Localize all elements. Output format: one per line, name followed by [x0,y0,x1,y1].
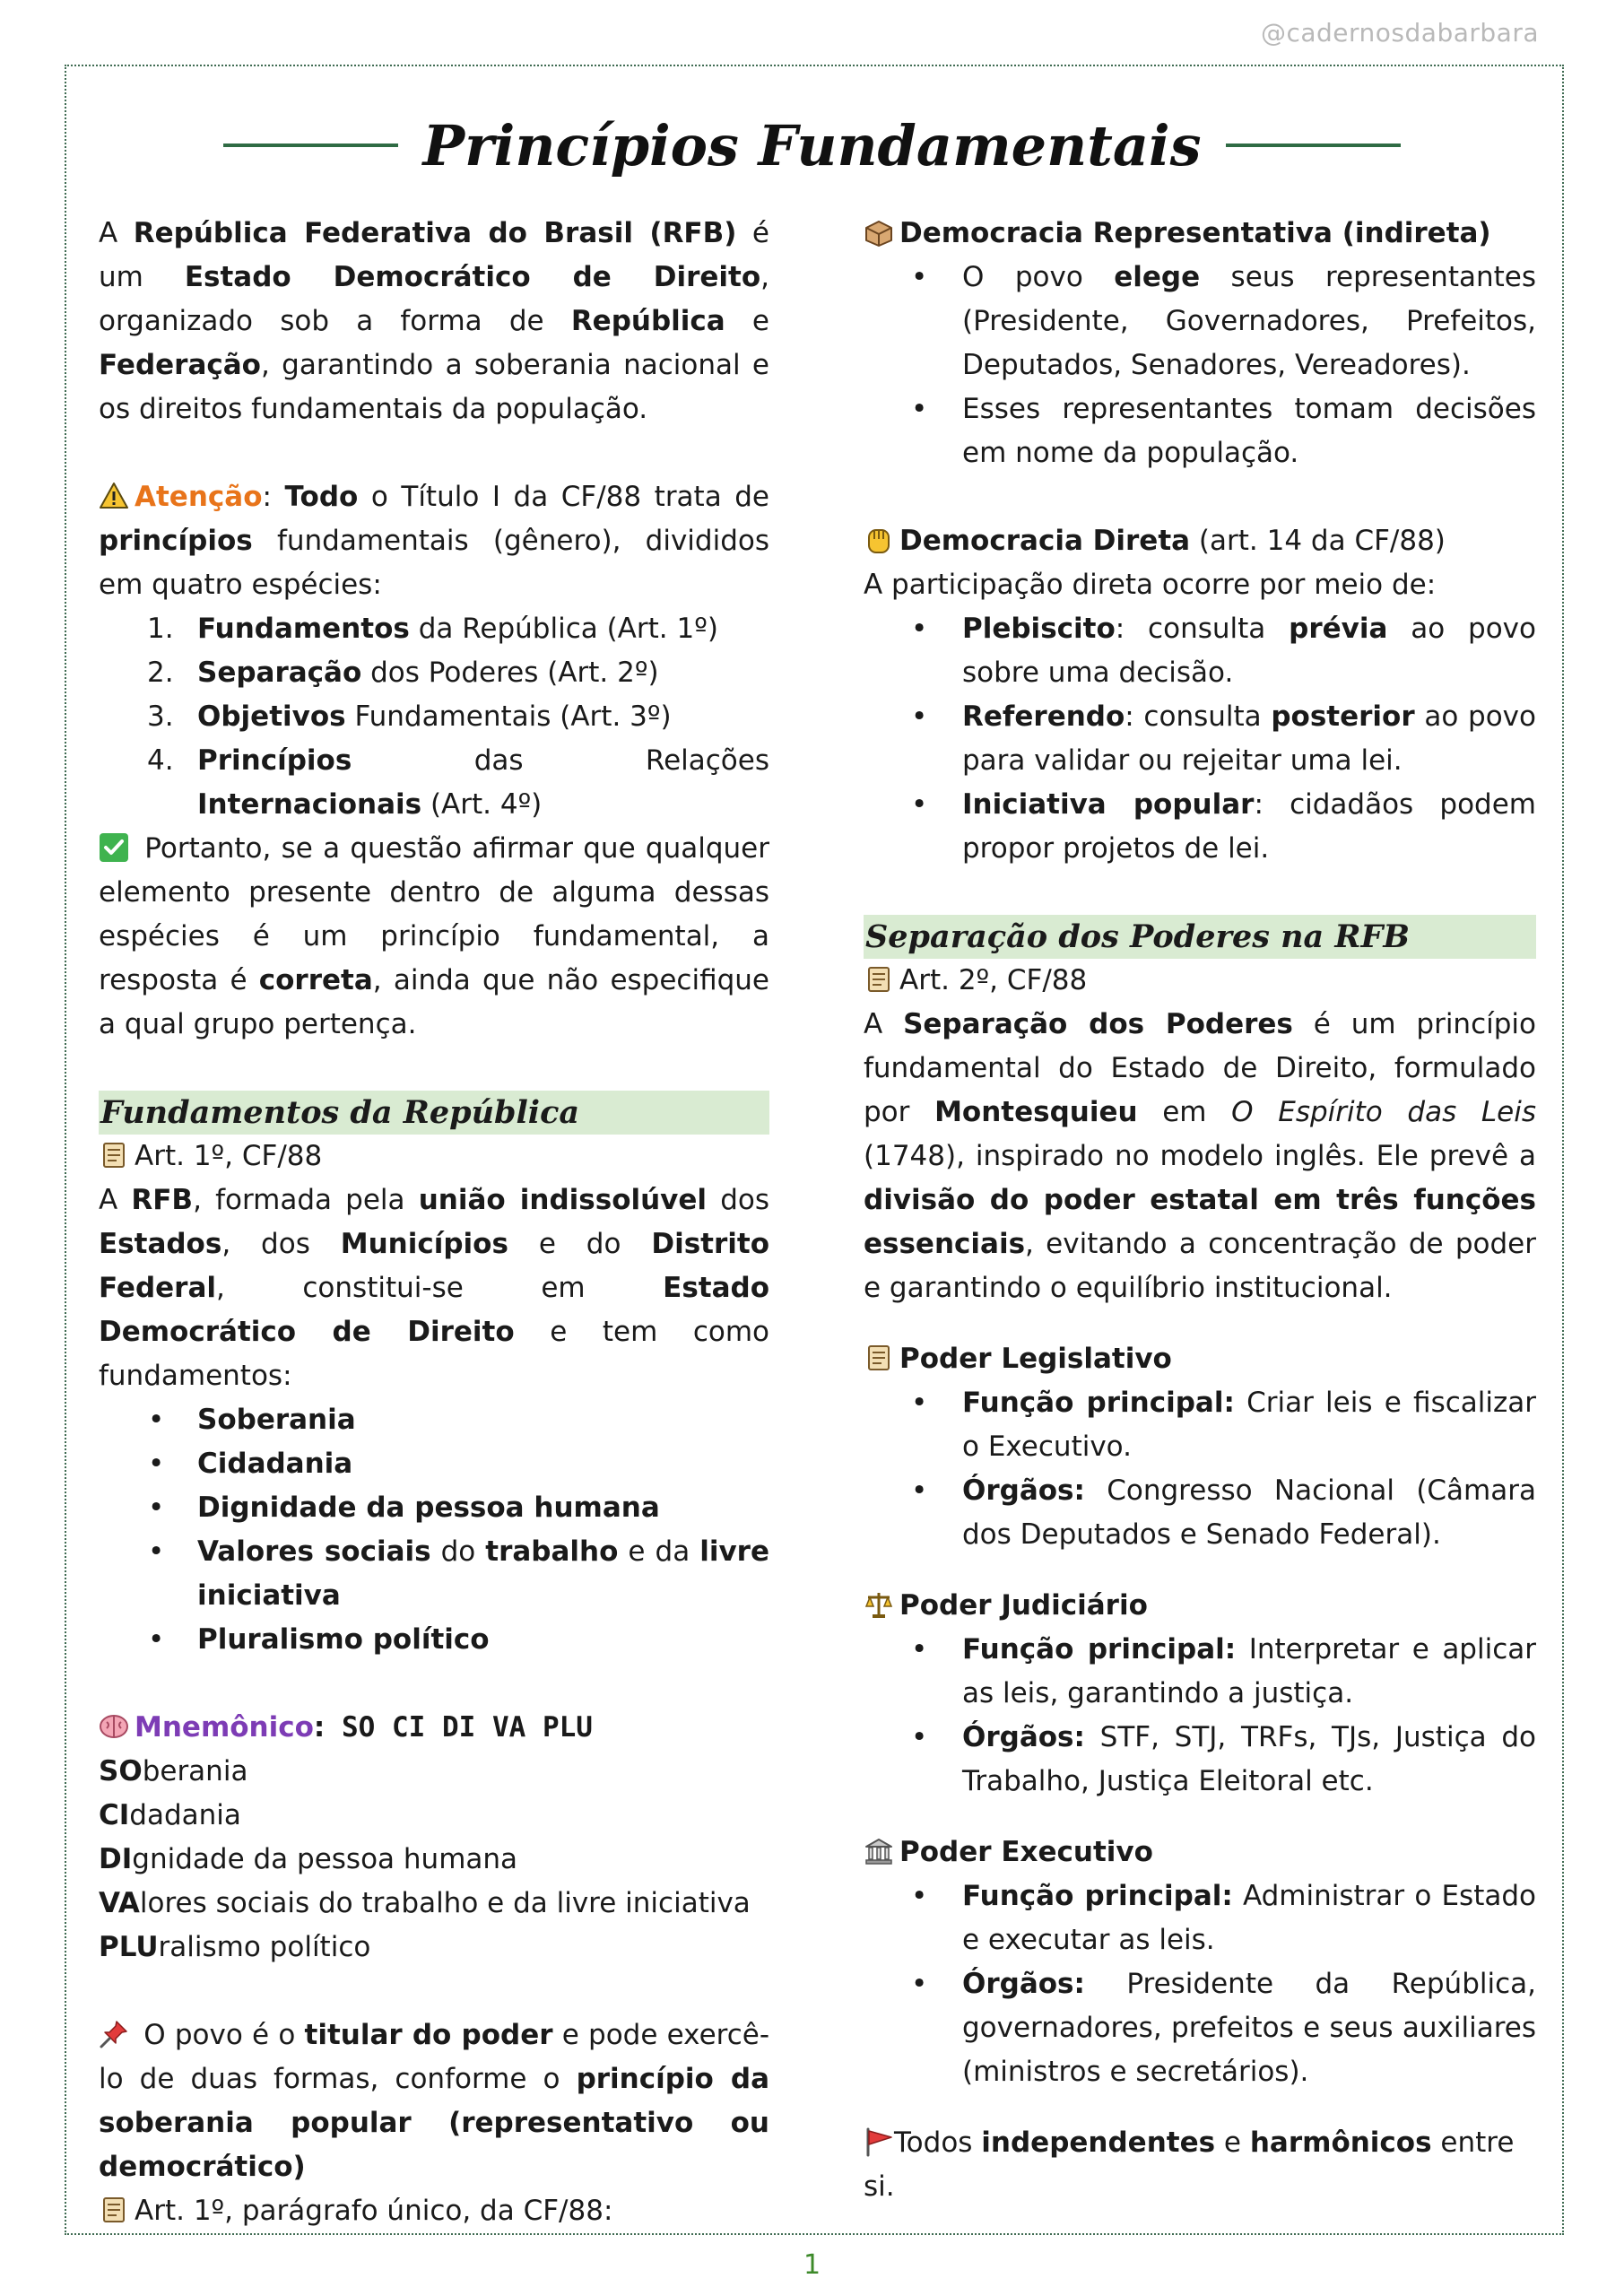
paragrafo-unico-reference: Art. 1º, parágrafo único, da CF/88: [99,2189,769,2233]
list-item: • Função principal: Interpretar e aplicar as leis, garantindo a justiça. [911,1633,1536,1709]
title-row [0,100,1624,190]
red-flag-icon [864,2126,894,2157]
list-item: • Soberania [148,1404,356,1436]
warning-icon [99,481,129,511]
final-statement: Todos independentes e harmônicos entre si. [864,2126,1515,2203]
scales-icon [864,1589,894,1620]
fundamentos-paragraph: A RFB, formada pela união indissolúvel dos Estados, dos Municípios e do Distrito Federal, constitui-se em Estado Democrático de Direito e tem como fundamentos: [99,1184,770,1392]
scroll-icon [99,1140,129,1170]
right-column [864,212,1536,2209]
mnemonic-line: SOberania [99,1755,248,1787]
list-item: • Iniciativa popular: cidadãos podem propor projetos de lei. [911,788,1536,865]
list-item: • Cidadania [148,1448,353,1480]
list-item: • Órgãos: Presidente da República, governadores, prefeitos e seus auxiliares (ministros e secretários). [911,1968,1536,2088]
raised-hand-icon [864,525,894,555]
executivo-heading: Poder Executivo [864,1831,1536,1874]
judiciario-heading: Poder Judiciário [864,1584,1536,1628]
mnemonic-line: VAlores sociais do trabalho e da livre iniciativa [99,1887,751,1919]
list-item: • Esses representantes tomam decisões em nome da população. [911,393,1536,469]
list-item: 4. Princípios das Relações Internacionais (Art. 4º) [147,744,769,821]
mnemonic-line: CIdadania [99,1799,241,1831]
pushpin-icon [99,2019,129,2049]
page-number: 1 [803,2249,821,2281]
executivo-list [864,1874,1536,2094]
legislativo-list [864,1381,1536,1557]
democracia-representativa-heading: Democracia Representativa (indireta) [864,212,1536,256]
democracia-direta-list [864,607,1536,871]
list-item: • O povo elege seus representantes (Presidente, Governadores, Prefeitos, Deputados, Senadores, Vereadores). [911,261,1536,381]
check-icon [99,832,129,863]
judiciario-list [864,1628,1536,1804]
mnemonic-line: PLUralismo político [99,1931,371,1963]
section-heading-fundamentos: Fundamentos da República [99,1091,769,1135]
scroll-icon [99,2195,129,2225]
legislativo-heading: Poder Legislativo [864,1337,1536,1381]
list-item: • Plebiscito: consulta prévia ao povo sobre uma decisão. [911,613,1536,689]
brain-icon [99,1711,129,1742]
democracia-direta-heading: Democracia Direta (art. 14 da CF/88) [864,519,1536,563]
list-item: 2. Separação dos Poderes (Art. 2º) [147,657,659,689]
povo-paragraph: O povo é o titular do poder e pode exercê-lo de duas formas, conforme o princípio da soberania popular (representativo ou democrático) [99,2019,770,2183]
fundamentos-list [99,1398,769,1662]
list-item: • Valores sociais do trabalho e da livre iniciativa [148,1535,769,1612]
government-building-icon [864,1836,894,1866]
ballot-box-icon [864,217,894,248]
conclusion-paragraph: Portanto, se a questão afirmar que qualquer elemento presente dentro de alguma dessas espécies é um princípio fundamental, a resposta é correta, ainda que não especifique a qual grupo pertença. [99,832,769,1040]
scroll-icon [864,1343,894,1373]
list-item: • Dignidade da pessoa humana [148,1492,660,1524]
title-right-rule [1226,144,1401,147]
scroll-icon [864,964,894,995]
list-item: • Órgãos: STF, STJ, TRFs, TJs, Justiça do Trabalho, Justiça Eleitoral etc. [911,1721,1536,1797]
intro-paragraph: A República Federativa do Brasil (RFB) é um Estado Democrático de Direito, organizado sob a forma de República e Federação, garantindo a soberania nacional e os direitos fundamentais da população. [99,217,770,425]
attention-paragraph: Atenção: Todo o Título I da CF/88 trata de princípios fundamentais (gênero), divididos em quatro espécies: [99,481,769,601]
author-handle: @cadernosdabarbara [1260,18,1539,48]
list-item: • Referendo: consulta posterior ao povo para validar ou rejeitar uma lei. [911,700,1536,777]
separacao-paragraph: A Separação dos Poderes é um princípio fundamental do Estado de Direito, formulado por Montesquieu em O Espírito das Leis (1748), inspirado no modelo inglês. Ele prevê a divisão do poder estatal em três funções essenciais, evitando a concentração de poder e garantindo o equilíbrio institucional. [864,1008,1537,1304]
separacao-reference: Art. 2º, CF/88 [864,959,1536,1003]
section-heading-separacao: Separação dos Poderes na RFB [864,915,1536,959]
mnemonic-line: DIgnidade da pessoa humana [99,1843,518,1875]
mnemonic-heading: Mnemônico: SO CI DI VA PLU [99,1706,769,1750]
list-item: • Função principal: Administrar o Estado e executar as leis. [911,1880,1536,1956]
list-item: 1. Fundamentos da República (Art. 1º) [147,613,718,645]
fundamentos-reference: Art. 1º, CF/88 [99,1135,769,1178]
list-item: • Pluralismo político [148,1623,490,1656]
title-left-rule [223,144,398,147]
list-item: • Órgãos: Congresso Nacional (Câmara dos Deputados e Senado Federal). [911,1474,1536,1551]
list-item: 3. Objetivos Fundamentais (Art. 3º) [147,700,672,733]
species-list [99,607,769,827]
democracia-direta-intro: A participação direta ocorre por meio de: [864,569,1437,601]
democracia-representativa-list [864,256,1536,475]
list-item: • Função principal: Criar leis e fiscalizar o Executivo. [911,1387,1536,1463]
page-title: Princípios Fundamentais [422,112,1202,178]
left-column [99,212,769,2233]
